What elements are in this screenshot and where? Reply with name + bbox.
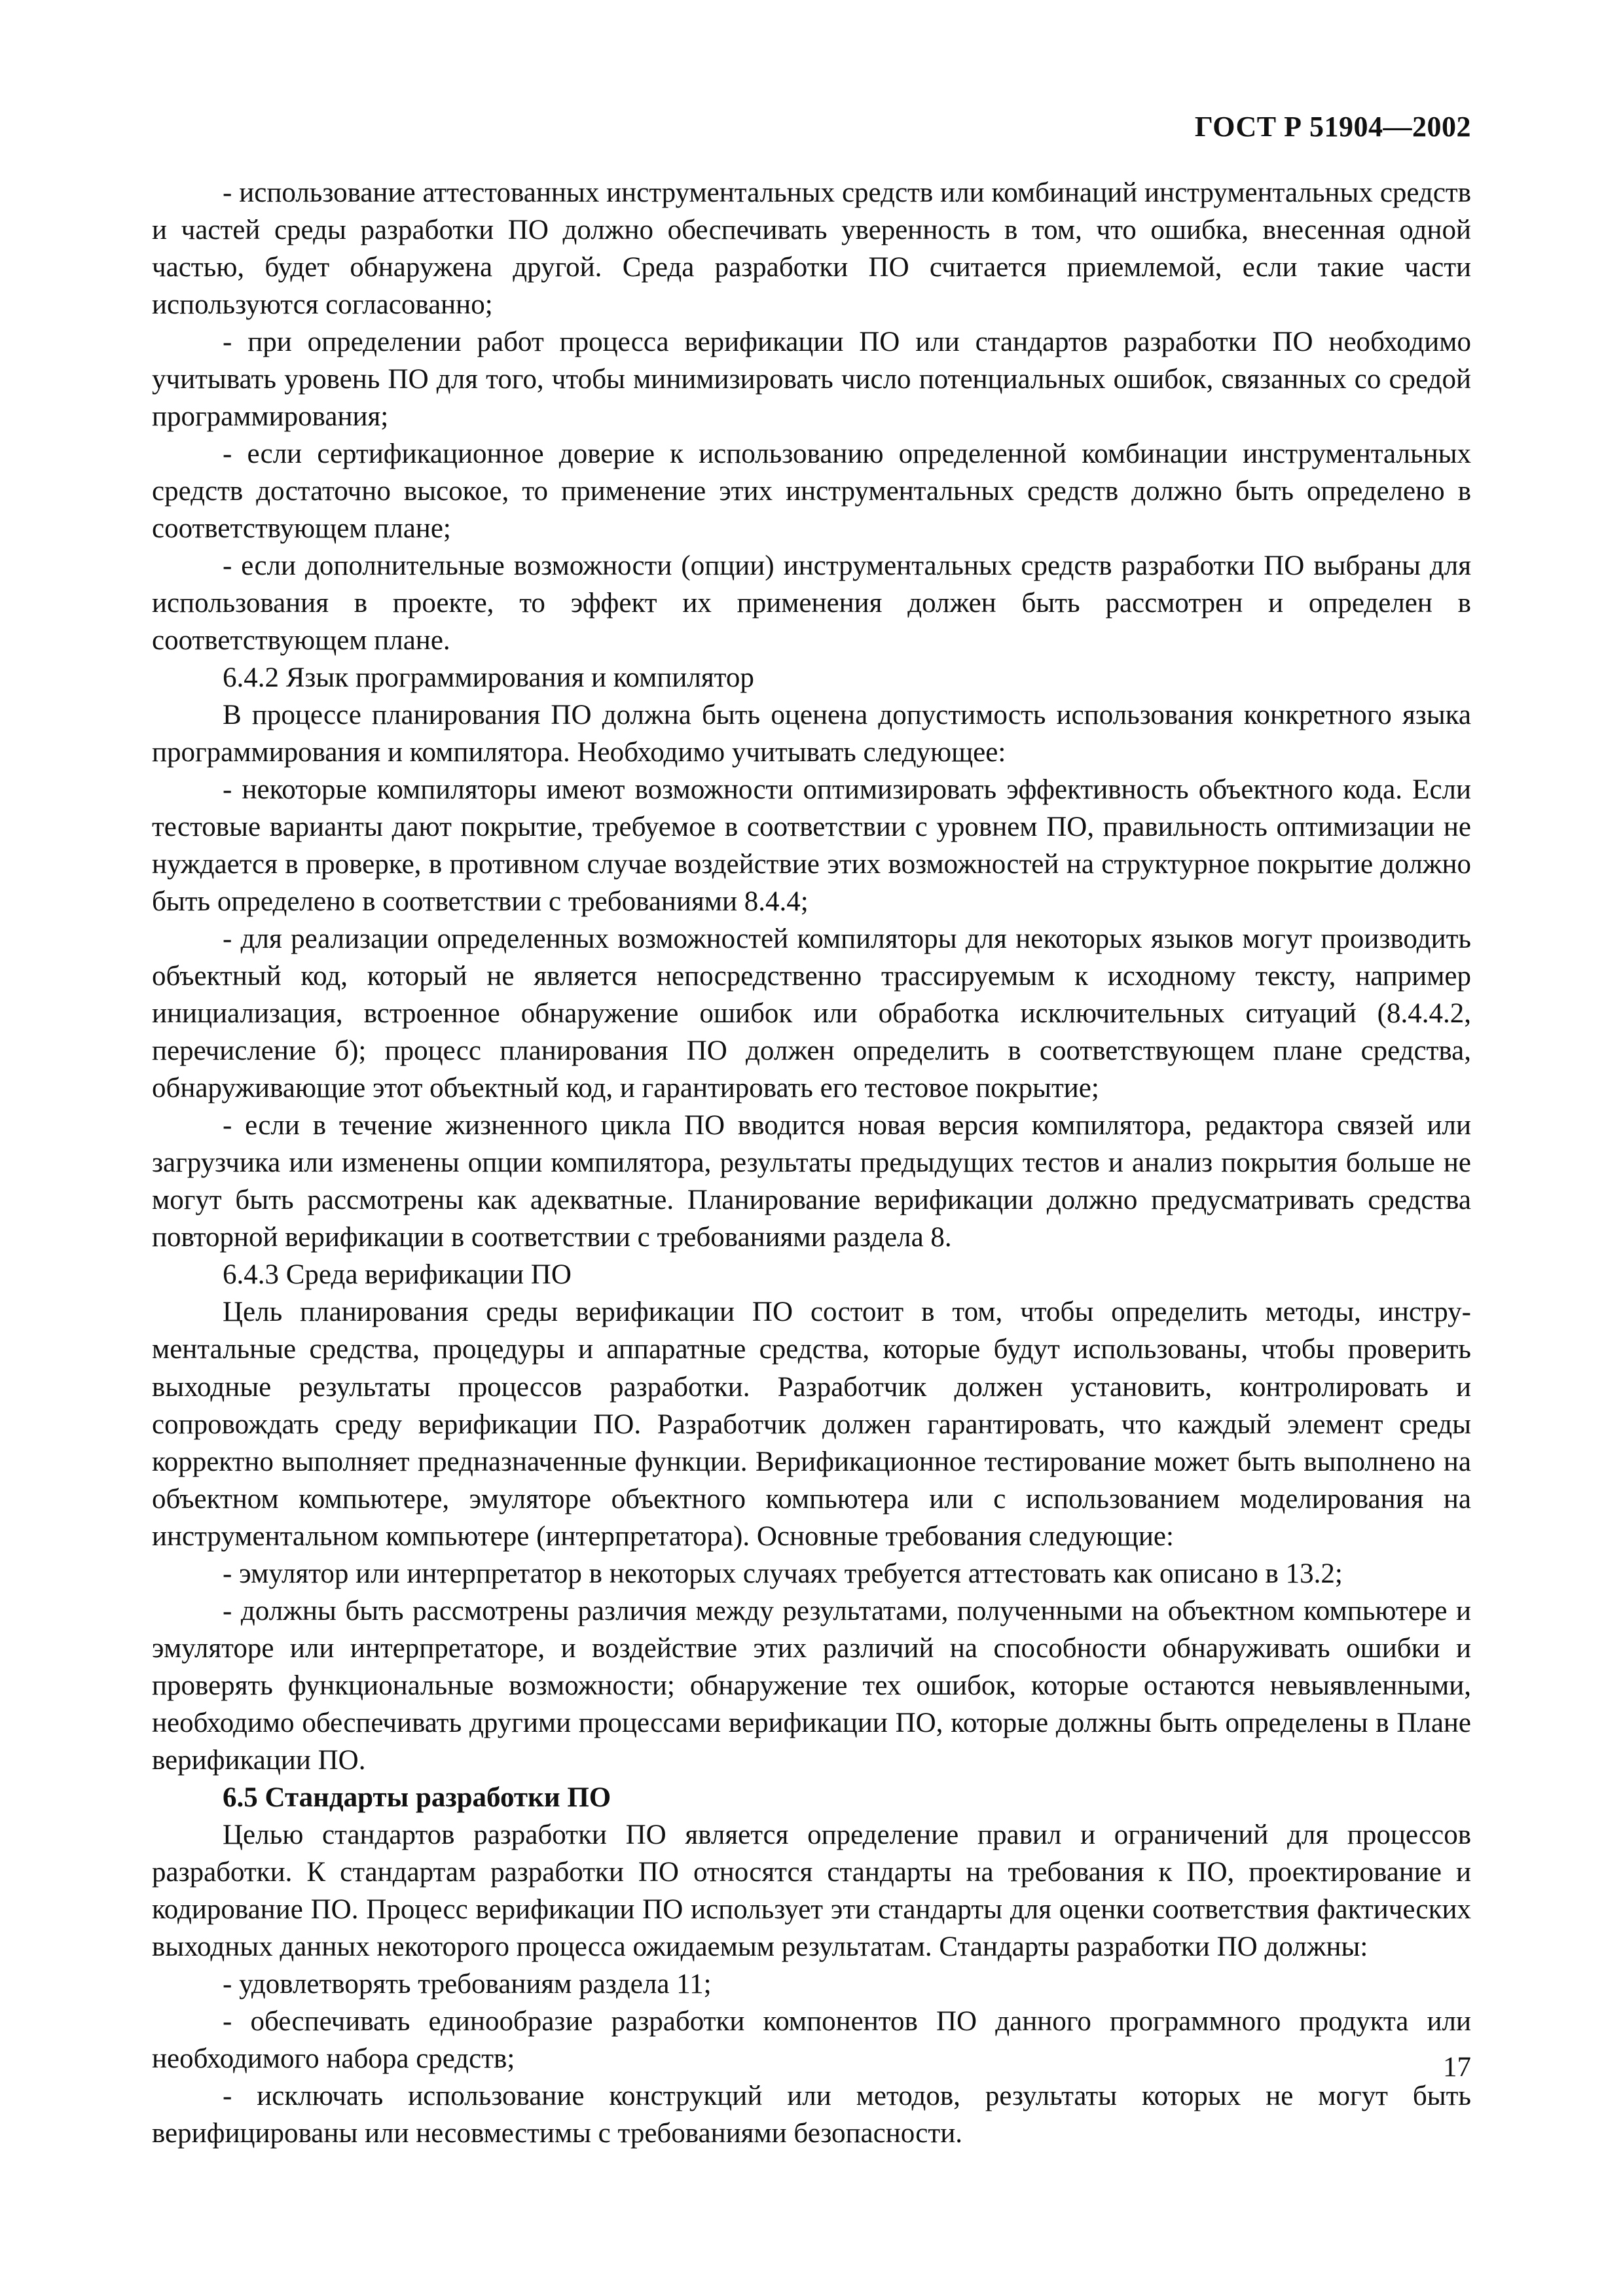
- page-number: 17: [1443, 2052, 1471, 2083]
- paragraph: - исключать использование конструкций или методов, результаты которых не могут быть верифицированы или несовместимы с требованиями безопасности.: [152, 2080, 1471, 2149]
- paragraph: Целью стандартов разработки ПО является определение правил и ограничений для процессов разработки. К стандартам разработки ПО относятся стандарты на требования к ПО, проектирование и кодирование ПО. Процесс верификации ПО использует эти стандарты для оценки соответствия фактических выходных данных некоторого процесса ожидаемым результатам. Стандарты разработки ПО должны:: [152, 1819, 1471, 1962]
- subsection-heading: 6.4.3 Среда верификации ПО: [223, 1259, 572, 1291]
- document-id-header: ГОСТ Р 51904—2002: [1194, 111, 1471, 143]
- paragraph: - если дополнительные возможности (опции) инструментальных средств разработки ПО выбраны для использования в проекте, то эффект их применения должен быть рассмотрен и определен в соответствующем плане.: [152, 550, 1471, 656]
- paragraph: - некоторые компиляторы имеют возможности оптимизировать эффективность объектного кода. Если тестовые варианты дают покрытие, требуемое в соответствии с уровнем ПО, правильность оптимизации не нуждается в проверке, в противном случае воздействие этих возможностей на структурное покрытие должно быть определено в соответствии с требованиями 8.4.4;: [152, 774, 1471, 918]
- paragraph: - при определении работ процесса верификации ПО или стандартов разработки ПО необходимо учитывать уровень ПО для того, чтобы минимизировать число потенциальных ошибок, связанных со средой программирования;: [152, 327, 1471, 433]
- paragraph: - обеспечивать единообразие разработки компонентов ПО данного программного продукта или необходимого набора средств;: [152, 2005, 1471, 2074]
- subsection-heading: 6.4.2 Язык программирования и компилятор: [223, 662, 754, 694]
- paragraph: - должны быть рассмотрены различия между результатами, полученными на объектном компьютере и эмуляторе или интерпретаторе, и воздействие этих различий на способности обнаруживать ошибки и проверять функциональные возможности; обнаружение тех ошибок, которые остаются невыявленными, необходимо обеспечивать другими процессами верификации ПО, которые должны быть определены в Плане верификации ПО.: [152, 1595, 1471, 1776]
- section-heading: 6.5 Стандарты разработки ПО: [223, 1782, 611, 1813]
- paragraph: Цель планирования среды верификации ПО состоит в том, чтобы определить методы, инструментальные средства, процедуры и аппаратные средства, которые будут использованы, чтобы проверить выходные результаты процессов разработки. Разработчик должен установить, контролировать и сопровождать среду верификации ПО. Разработчик должен гарантировать, что каждый элемент среды корректно выполняет предназначенные функции. Верификационное тестирование может быть выполнено на объектном компьютере, эмуляторе объектного компьютера или с использованием моделирования на инструментальном компьютере (интерпретатора). Основные требования следующие:: [152, 1297, 1471, 1552]
- paragraph: - для реализации определенных возможностей компиляторы для некоторых языков могут производить объектный код, который не является непосредственно трассируемым к исходному тексту, например инициализация, встроенное обнаружение ошибок или обработка исключительных ситуаций (8.4.4.2, перечисление б); процесс планирования ПО должен определить в соответствующем плане средства, обнаруживающие этот объектный код, и гарантировать его тестовое покрытие;: [152, 924, 1471, 1104]
- paragraph: - эмулятор или интерпретатор в некоторых случаях требуется аттестовать как описано в 13.2;: [223, 1558, 1343, 1589]
- paragraph: В процессе планирования ПО должна быть оценена допустимость использования конкретного языка программирования и компилятора. Необходимо учитывать следующее:: [152, 700, 1471, 768]
- paragraph: - использование аттестованных инструментальных средств или комбинаций инструментальных средств и частей среды разработки ПО должно обеспечивать уверенность в том, что ошибка, внесенная одной частью, будет обнаружена другой. Среда разработки ПО считается приемлемой, если такие части используются согласованно;: [152, 177, 1471, 321]
- paragraph: - если в течение жизненного цикла ПО вводится новая версия компилятора, редактора связей или загрузчика или изменены опции компилятора, результаты предыдущих тестов и анализ покрытия больше не могут быть рассмотрены как адекватные. Планирование верификации должно предусматривать средства повторной верификации в соответствии с требованиями раздела 8.: [152, 1110, 1471, 1253]
- page-body: [152, 174, 1471, 2152]
- paragraph: - удовлетворять требованиям раздела 11;: [223, 1968, 712, 2000]
- paragraph: - если сертификационное доверие к использованию определенной комбинации инструментальных средств достаточно высокое, то применение этих инструментальных средств должно быть определено в соответствующем плане;: [152, 439, 1471, 545]
